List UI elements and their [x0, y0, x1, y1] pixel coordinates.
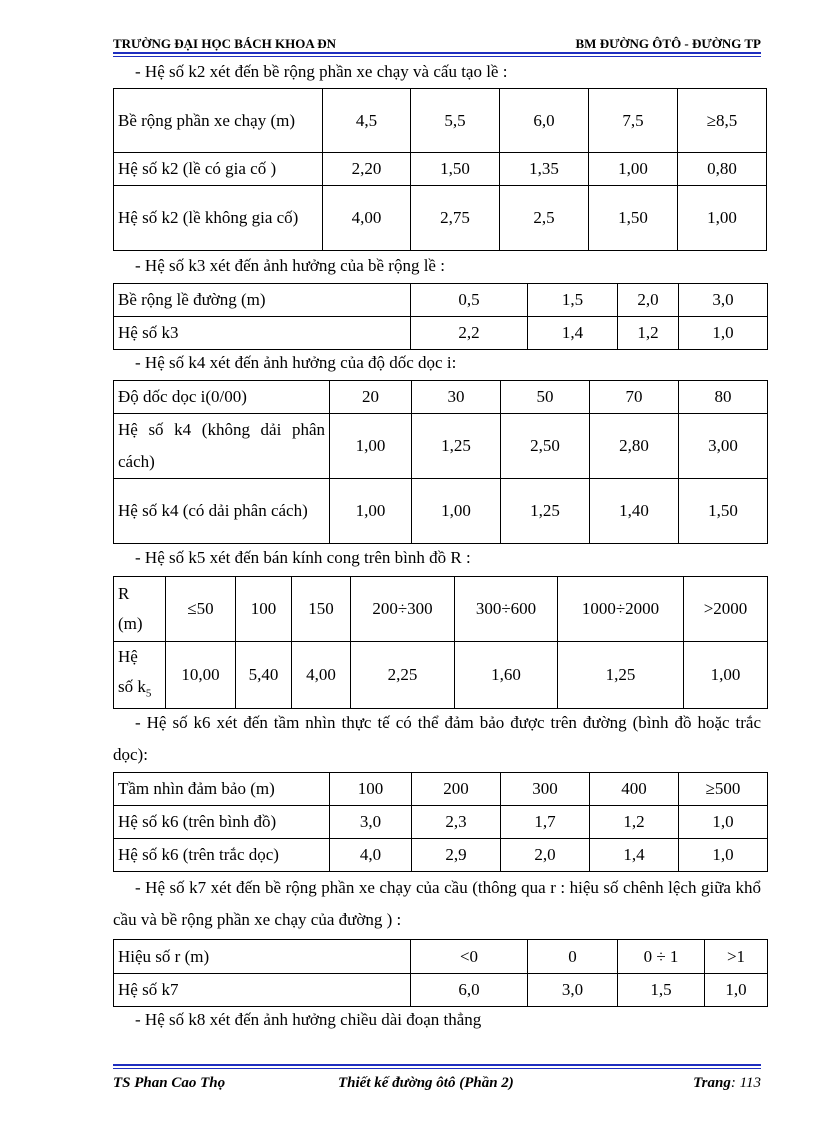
k2-cell: 1,00: [589, 153, 678, 186]
k2-cell: 1,00: [678, 186, 767, 251]
table-row: [114, 806, 768, 839]
k5-row-label-main: Hệ: [118, 647, 138, 666]
table-row: [114, 153, 767, 186]
k6-cell: 3,0: [330, 806, 412, 839]
k4-cell: 1,00: [330, 479, 412, 544]
k2-cell: 1,50: [411, 153, 500, 186]
k3-intro: - Hệ số k3 xét đến ảnh hưởng của bề rộng lề :: [135, 256, 445, 275]
k4-cell: 1,00: [330, 414, 412, 479]
k6-table: [113, 772, 768, 872]
k3-header-label: Bề rộng lề đường (m): [114, 284, 411, 317]
k7-cell: 3,0: [528, 974, 618, 1007]
k5-header-cell: 200÷300: [351, 577, 455, 642]
header-department: BM ĐƯỜNG ÔTÔ - ĐƯỜNG TP: [575, 36, 761, 51]
k2-header-cell: ≥8,5: [678, 89, 767, 153]
table-row: [114, 974, 768, 1007]
k5-header-label-unit: (m): [118, 614, 143, 633]
table-row: [114, 839, 768, 872]
k2-cell: 1,35: [500, 153, 589, 186]
table-row: [114, 284, 768, 317]
k3-cell: 2,2: [411, 317, 528, 350]
k6-intro: - Hệ số k6 xét đến tầm nhìn thực tế có thể đảm bảo được trên đường (bình đồ hoặc trắc dọc):: [113, 713, 761, 764]
k6-header-cell: 400: [590, 773, 679, 806]
k5-cell: 1,25: [558, 642, 684, 709]
k2-cell: 4,00: [323, 186, 411, 251]
k4-row-label: Hệ số k4 (có dải phân cách): [114, 479, 330, 544]
footer-title: Thiết kế đường ôtô (Phần 2): [338, 1075, 514, 1091]
k7-header-cell: 0 ÷ 1: [618, 940, 705, 974]
k4-cell: 1,25: [412, 414, 501, 479]
k2-cell: 2,20: [323, 153, 411, 186]
k7-cell: 1,5: [618, 974, 705, 1007]
k6-cell: 1,4: [590, 839, 679, 872]
k4-header-cell: 50: [501, 381, 590, 414]
k6-cell: 1,2: [590, 806, 679, 839]
table-row: [114, 381, 768, 414]
header-university: TRƯỜNG ĐẠI HỌC BÁCH KHOA ĐN: [113, 36, 337, 51]
k5-cell: 10,00: [166, 642, 236, 709]
k5-cell: 5,40: [236, 642, 292, 709]
table-row: [114, 479, 768, 544]
k2-row-label: Hệ số k2 (lề có gia cố ): [114, 153, 323, 186]
k4-cell: 1,40: [590, 479, 679, 544]
k6-cell: 1,0: [679, 806, 768, 839]
k4-cell: 1,25: [501, 479, 590, 544]
k7-cell: 6,0: [411, 974, 528, 1007]
table-row: [114, 89, 767, 153]
k2-header-cell: 5,5: [411, 89, 500, 153]
k2-header-cell: 7,5: [589, 89, 678, 153]
k7-header-cell: <0: [411, 940, 528, 974]
k6-header-cell: 300: [501, 773, 590, 806]
k5-header-label-main: R: [118, 584, 130, 603]
k6-row-label: Hệ số k6 (trên bình đồ): [114, 806, 330, 839]
k4-cell: 3,00: [679, 414, 768, 479]
k4-header-cell: 80: [679, 381, 768, 414]
k7-header-cell: 0: [528, 940, 618, 974]
k5-table: [113, 576, 768, 709]
k2-cell: 2,5: [500, 186, 589, 251]
k8-intro: - Hệ số k8 xét đến ảnh hưởng chiều dài đoạn thẳng: [135, 1010, 482, 1029]
k6-cell: 2,3: [412, 806, 501, 839]
table-row: [114, 577, 768, 642]
table-row: [114, 773, 768, 806]
k4-header-cell: 70: [590, 381, 679, 414]
header-rule: [113, 52, 761, 54]
k6-cell: 2,9: [412, 839, 501, 872]
k7-intro: - Hệ số k7 xét đến bề rộng phần xe chạy của cầu (thông qua r : hiệu số chênh lệch giữa khổ cầu và bề rộng phần xe chạy của đường ) :: [113, 878, 761, 929]
k4-table: [113, 380, 768, 544]
k2-header-cell: 4,5: [323, 89, 411, 153]
footer-rule-thin: [113, 1068, 761, 1069]
k5-header-cell: 1000÷2000: [558, 577, 684, 642]
k7-table: [113, 939, 768, 1007]
k3-header-cell: 1,5: [528, 284, 618, 317]
k4-cell: 2,80: [590, 414, 679, 479]
k2-intro: - Hệ số k2 xét đến bề rộng phần xe chạy và cấu tạo lề :: [135, 62, 508, 81]
k2-cell: 0,80: [678, 153, 767, 186]
table-row: [114, 317, 768, 350]
k5-row-label: [114, 642, 166, 709]
table-row: [114, 414, 768, 479]
k2-header-cell: 6,0: [500, 89, 589, 153]
k2-header-label: Bề rộng phần xe chạy (m): [114, 89, 323, 153]
k6-cell: 4,0: [330, 839, 412, 872]
k7-header-label: Hiệu số r (m): [114, 940, 411, 974]
k5-cell: 2,25: [351, 642, 455, 709]
k5-row-label-prefix: số k: [118, 677, 146, 696]
table-row: [114, 642, 768, 709]
k3-header-cell: 2,0: [618, 284, 679, 317]
k6-header-cell: 100: [330, 773, 412, 806]
footer-page: [693, 1075, 761, 1092]
k5-row-label-sub: [118, 672, 161, 708]
table-row: [114, 940, 768, 974]
k4-cell: 2,50: [501, 414, 590, 479]
k2-cell: 1,50: [589, 186, 678, 251]
k5-row-label-subscript: 5: [145, 687, 152, 700]
k5-header-label: [114, 577, 166, 642]
k3-cell: 1,0: [679, 317, 768, 350]
footer-author: TS Phan Cao Thọ: [113, 1075, 226, 1091]
k3-header-cell: 3,0: [679, 284, 768, 317]
k2-table: [113, 88, 767, 251]
k2-row-label: Hệ số k2 (lề không gia cố): [114, 186, 323, 251]
table-row: [114, 186, 767, 251]
k4-intro: - Hệ số k4 xét đến ảnh hưởng của độ dốc dọc i:: [135, 353, 457, 372]
k2-cell: 2,75: [411, 186, 500, 251]
k6-cell: 1,0: [679, 839, 768, 872]
k5-header-cell: >2000: [684, 577, 768, 642]
k5-header-cell: 150: [292, 577, 351, 642]
k5-intro: - Hệ số k5 xét đến bán kính cong trên bình đồ R :: [135, 548, 471, 567]
k6-cell: 2,0: [501, 839, 590, 872]
k3-cell: 1,2: [618, 317, 679, 350]
k3-row-label: Hệ số k3: [114, 317, 411, 350]
k5-header-cell: ≤50: [166, 577, 236, 642]
k4-header-cell: 20: [330, 381, 412, 414]
k4-cell: 1,50: [679, 479, 768, 544]
k7-row-label: Hệ số k7: [114, 974, 411, 1007]
k6-cell: 1,7: [501, 806, 590, 839]
k3-cell: 1,4: [528, 317, 618, 350]
k5-cell: 1,00: [684, 642, 768, 709]
k7-header-cell: >1: [705, 940, 768, 974]
footer-rule: [113, 1064, 761, 1066]
footer-page-number: : 113: [730, 1075, 761, 1091]
k6-header-cell: 200: [412, 773, 501, 806]
k6-header-label: Tầm nhìn đảm bảo (m): [114, 773, 330, 806]
k4-cell: 1,00: [412, 479, 501, 544]
k3-table: [113, 283, 768, 350]
k4-header-label: Độ dốc dọc i(0/00): [114, 381, 330, 414]
k5-cell: 1,60: [455, 642, 558, 709]
k5-header-cell: 300÷600: [455, 577, 558, 642]
footer-page-label: Trang: [693, 1075, 731, 1091]
k7-cell: 1,0: [705, 974, 768, 1007]
k5-cell: 4,00: [292, 642, 351, 709]
k6-header-cell: ≥500: [679, 773, 768, 806]
k5-header-cell: 100: [236, 577, 292, 642]
k6-row-label: Hệ số k6 (trên trắc dọc): [114, 839, 330, 872]
k4-header-cell: 30: [412, 381, 501, 414]
k4-row-label: Hệ số k4 (không dải phân cách): [114, 414, 330, 479]
k3-header-cell: 0,5: [411, 284, 528, 317]
